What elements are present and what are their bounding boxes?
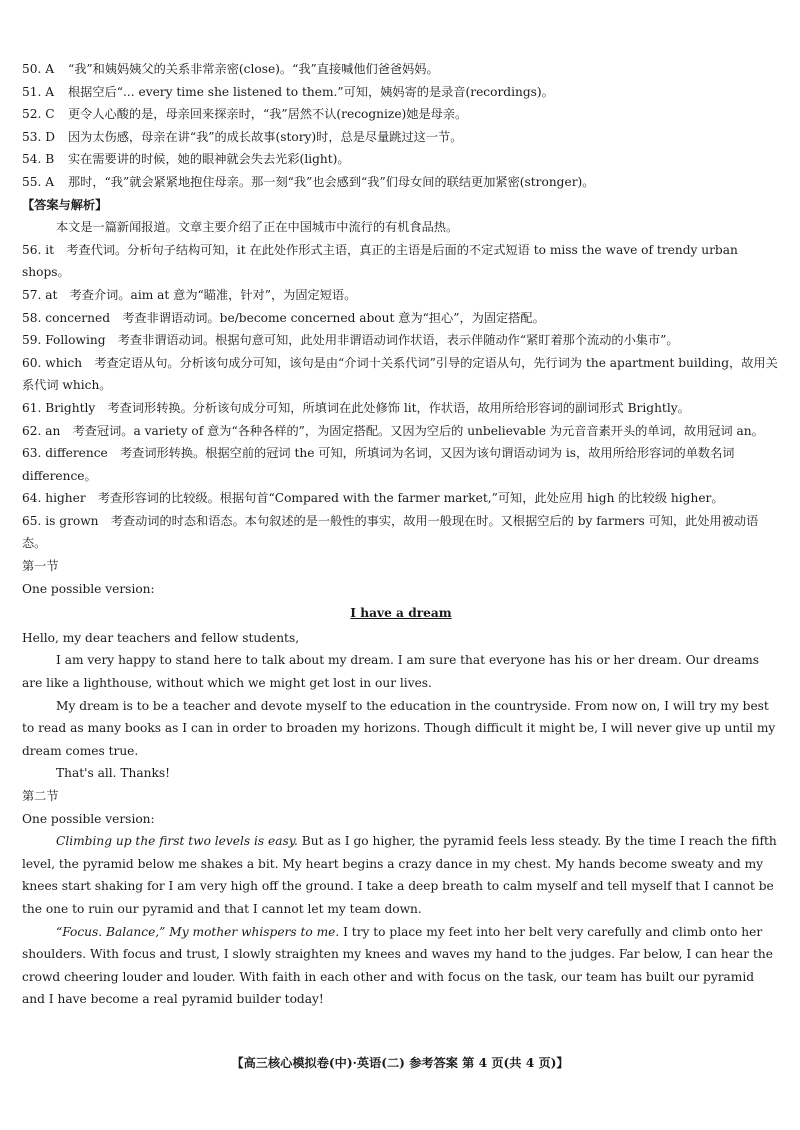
story-paragraph [22,921,780,1011]
answer-number: 57. at [22,287,58,302]
answer-number: 50. A [22,62,55,76]
answer-number: 58. concerned [22,310,110,325]
answer-number: 64. higher [22,491,86,506]
answer-item [22,442,780,487]
essay-paragraph: My dream is to be a teacher and devote myself to the education in the countryside. From now on, I will try my best to read as many books as I can in order to broaden my horizons. Though difficult it might be, I will never give up until my dream comes true. [22,698,776,758]
answer-explanation: 考查词形转换。分析该句成分可知，所填词在此处修饰 lit，作状语，故用所给形容词的副词形式 Brightly。 [107,400,690,415]
answer-text: 因为太伤感，母亲在讲“我”的成长故事(story)时，总是尽量跳过这一节。 [68,129,463,144]
answer-item [22,420,780,443]
answer-number: 51. A [22,84,55,99]
answer-number: 54. B [22,152,55,167]
answers-group-a [22,58,780,194]
answer-explanation: 考查冠词。a variety of 意为“各种各样的”，为固定搭配。又因为空后的 unbelievable 为元音音素开头的单词，故用冠词 an。 [72,423,764,438]
answers-group-b [22,239,780,555]
answer-item [22,329,780,352]
essay-paragraph: That's all. Thanks! [56,766,171,781]
answer-number: 56. it [22,242,55,257]
part1-label: 第一节 [22,559,59,574]
answer-number: 60. which [22,355,83,370]
story-lead-sentence: “Focus. Balance,” My mother whispers to me. [56,924,340,939]
answer-document [22,58,780,1011]
answer-explanation: 考查定语从句。分析该句成分可知，该句是由“介词十关系代词”引导的定语从句，先行词为 the apartment building，故用关系代词 which。 [22,355,778,393]
answer-explanation: 考查非谓语动词。be/become concerned about 意为“担心”，为固定搭配。 [122,310,545,325]
answer-item [22,148,780,171]
essay-greeting: Hello, my dear teachers and fellow students, [22,630,300,645]
section-header: 【答案与解析】 [22,197,108,212]
answer-explanation: 考查非谓语动词。根据句意可知，此处用非谓语动词作状语，表示伴随动作“紧盯着那个流动的小集市”。 [117,333,679,348]
answer-item [22,487,780,510]
answer-item [22,171,780,194]
part1-version: One possible version: [22,581,155,596]
answer-text: 实在需要讲的时候，她的眼神就会失去光彩(light)。 [68,152,350,167]
answer-number: 61. Brightly [22,400,96,415]
answer-explanation: 考查动词的时态和语态。本句叙述的是一般性的事实，故用一般现在时。又根据空后的 by farmers 可知，此处用被动语态。 [22,513,759,551]
answer-explanation: 考查代词。分析句子结构可知，it 在此处作形式主语，真正的主语是后面的不定式短语 to miss the wave of trendy urban shops。 [22,242,738,280]
answer-number: 63. difference [22,446,108,461]
page-footer: 【高三核心模拟卷(中)·英语(二) 参考答案 第 4 页(共 4 页)】 [231,1056,569,1070]
answer-item [22,510,780,555]
answer-explanation: 考查词形转换。根据空前的冠词 the 可知，所填词为名词，又因为该句谓语动词为 is，故用所给形容词的单数名词 difference。 [22,446,735,483]
answer-number: 53. D [22,129,56,144]
story-body: But as I go higher, the pyramid feels less steady. By the time I reach the fifth level, the pyramid below me shakes a bit. My heart begins a crazy dance in my chest. My hands become sweaty and my knees start shaking for I am very high off the ground. I take a deep breath to calm myself and tell myself that I cannot be the one to ruin our pyramid and that I cannot let my team down. [22,834,777,916]
story-body: I try to place my feet into her belt very carefully and climb onto her shoulders. With focus and trust, I slowly straighten my knees and waves my hand to the judges. Far below, I can hear the crowd cheering louder and louder. With faith in each other and with focus on the task, our team has built our pyramid and I have become a real pyramid builder today! [22,924,773,1007]
answer-item [22,103,780,126]
essay-title: I have a dream [350,606,452,621]
answer-number: 52. C [22,107,55,122]
answer-number: 62. an [22,423,61,438]
answer-text: 根据空后“... every time she listened to them.”可知，姨妈寄的是录音(recordings)。 [68,84,554,99]
answer-number: 65. is grown [22,513,99,528]
answer-item [22,397,780,420]
essay-paragraph: I am very happy to stand here to talk about my dream. I am sure that everyone has his or her dream. Our dreams are like a lighthouse, without which we might get lost in our lives. [22,653,760,691]
answer-text: “我”和姨妈姨父的关系非常亲密(close)。“我”直接喊他们爸爸妈妈。 [68,62,439,76]
answer-item [22,307,780,330]
answer-item [22,284,780,307]
answer-item [22,126,780,149]
answer-item [22,58,780,81]
answer-explanation: 考查形容词的比较级。根据句首“Compared with the farmer market,”可知，此处应用 high 的比较级 higher。 [97,491,724,506]
answer-number: 55. A [22,174,55,189]
story-lead-sentence: Climbing up the first two levels is easy. [56,834,298,849]
passage-summary: 本文是一篇新闻报道。文章主要介绍了正在中国城市中流行的有机食品热。 [56,220,459,235]
answer-item [22,239,780,284]
part2-label: 第二节 [22,789,59,803]
answer-number: 59. Following [22,333,106,348]
answer-text: 那时，“我”就会紧紧地抱住母亲。那一刻“我”也会感到“我”们母女间的联结更加紧密(stronger)。 [68,174,595,189]
story-paragraph [22,830,780,920]
part2-version: One possible version: [22,811,155,826]
answer-explanation: 考查介词。aim at 意为“瞄准，针对”，为固定短语。 [69,287,357,302]
answer-item [22,81,780,104]
answer-item [22,352,780,397]
answer-text: 更令人心酸的是，母亲回来探亲时，“我”居然不认(recognize)她是母亲。 [68,107,468,122]
